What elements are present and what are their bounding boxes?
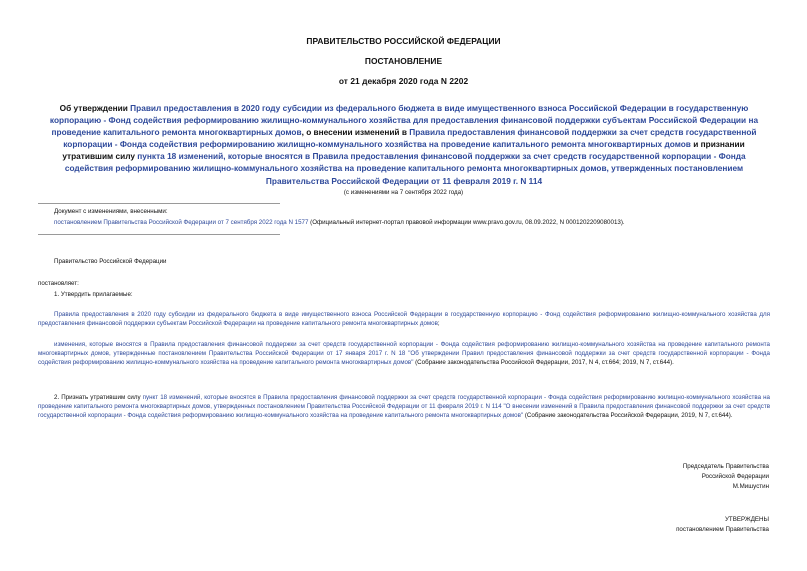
title-link-rules[interactable]: Правил предоставления в 2020 году субсидии из федерального бюджета в виде имущественного взноса Российской Федерации в государственную корпорацию - Фонд содействия реформированию жилищно-коммунального хозяйства для предоставления финансовой поддержки субъектам Российской Федерации на проведение капитального ремонта многоквартирных домов xyxy=(49,103,759,138)
item-1b xyxy=(38,340,770,368)
item-2-head: 2. Признать утратившим силу xyxy=(54,394,143,401)
decides-text: постановляет: xyxy=(38,280,79,287)
item-1: 1. Утвердить прилагаемые: xyxy=(54,291,133,298)
signature-title: Председатель Правительства xyxy=(682,463,769,470)
title-link-paragraph-18[interactable]: пункта 18 изменений, которые вносятся в Правила предоставления финансовой поддержки за счет средств государственной корпорации - Фонда содействия реформированию жилищно-коммунального хозяйства на проведение капитального ремонта многоквартирных домов, утвержденных постановлением Правительства Российской Федерации от 11 февраля 2019 г. N 114 xyxy=(64,151,746,186)
approved-by: постановлением Правительства xyxy=(676,526,769,533)
amendment-link[interactable]: постановлением Правительства Российской Федерации от 7 сентября 2022 года N 1577 xyxy=(54,219,309,226)
government-heading: ПРАВИТЕЛЬСТВО РОССИЙСКОЙ ФЕДЕРАЦИИ xyxy=(306,36,501,46)
title-text: и признании утратившим силу xyxy=(62,139,745,162)
item-1a xyxy=(38,310,770,328)
amendment-source: (Официальный интернет-портал правовой информации www.pravo.gov.ru, 08.09.2022, N 0001202209080013). xyxy=(308,219,625,226)
amendments-entry xyxy=(54,218,784,227)
item-2-link[interactable]: пункт 18 изменений, которые вносятся в Правила предоставления финансовой поддержки за счет средств государственной корпорации - Фонда содействия реформированию жилищно-коммунального хозяйства на проведение капитального ремонта многоквартирных домов, утвержденных постановлением Правительства Российской Федерации от 11 февраля 2019 г. N 114 "О внесении изменений в Правила предоставления финансовой поддержки за счет средств государственной корпорации - Фонда содействия реформированию жилищно-коммунального хозяйства на проведение капитального ремонта многоквартирных домов" xyxy=(38,394,770,420)
signature-country: Российской Федерации xyxy=(701,473,769,480)
divider-bottom xyxy=(38,234,280,235)
amendments-heading: Документ с изменениями, внесенными: xyxy=(54,208,168,215)
title-text: , о внесении изменений в xyxy=(301,127,410,138)
document-type: ПОСТАНОВЛЕНИЕ xyxy=(364,56,443,66)
item-2-tail: (Собрание законодательства Российской Федерации, 2019, N 7, ст.644). xyxy=(523,412,733,420)
signature-name: М.Мишустин xyxy=(732,483,769,490)
document-date-number: от 21 декабря 2020 года N 2202 xyxy=(338,76,469,86)
title-text: Об утверждении xyxy=(59,103,131,113)
item-2 xyxy=(38,393,770,421)
title-link-support-rules[interactable]: Правила предоставления финансовой поддержки за счет средств государственной корпорации - Фонда содействия реформированию жилищно-коммунального хозяйства на проведение капитального ремонта многоквартирных домов xyxy=(63,127,757,150)
item-1b-tail: (Собрание законодательства Российской Федерации, 2017, N 4, ст.664; 2019, N 7, ст.644). xyxy=(413,359,674,367)
authority-text: Правительство Российской Федерации xyxy=(54,258,167,265)
item-1a-link[interactable]: Правила предоставления в 2020 году субсидии из федерального бюджета в виде имущественного взноса Российской Федерации в государственную корпорацию - Фонд содействия реформированию жилищно-коммунального хозяйства для предоставления финансовой поддержки субъектам Российской Федерации на проведение капитального ремонта многоквартирных домов xyxy=(38,311,770,328)
divider-top xyxy=(38,203,280,204)
item-1a-tail: ; xyxy=(437,320,440,328)
approved-label: УТВЕРЖДЕНЫ xyxy=(725,516,769,523)
document-title xyxy=(38,102,770,187)
changes-note: (с изменениями на 7 сентября 2022 года) xyxy=(343,189,464,196)
item-1b-link[interactable]: изменения, которые вносятся в Правила предоставления финансовой поддержки за счет средств государственной корпорации - Фонда содействия реформированию жилищно-коммунального хозяйства на проведение капитального ремонта многоквартирных домов, утвержденные постановлением Правительства Российской Федерации от 17 января 2017 г. N 18 "Об утверждении Правил предоставления финансовой поддержки за счет средств государственной корпорации - Фонда содействия реформированию жилищно-коммунального хозяйства на проведение капитального ремонта многоквартирных домов" xyxy=(38,341,770,367)
